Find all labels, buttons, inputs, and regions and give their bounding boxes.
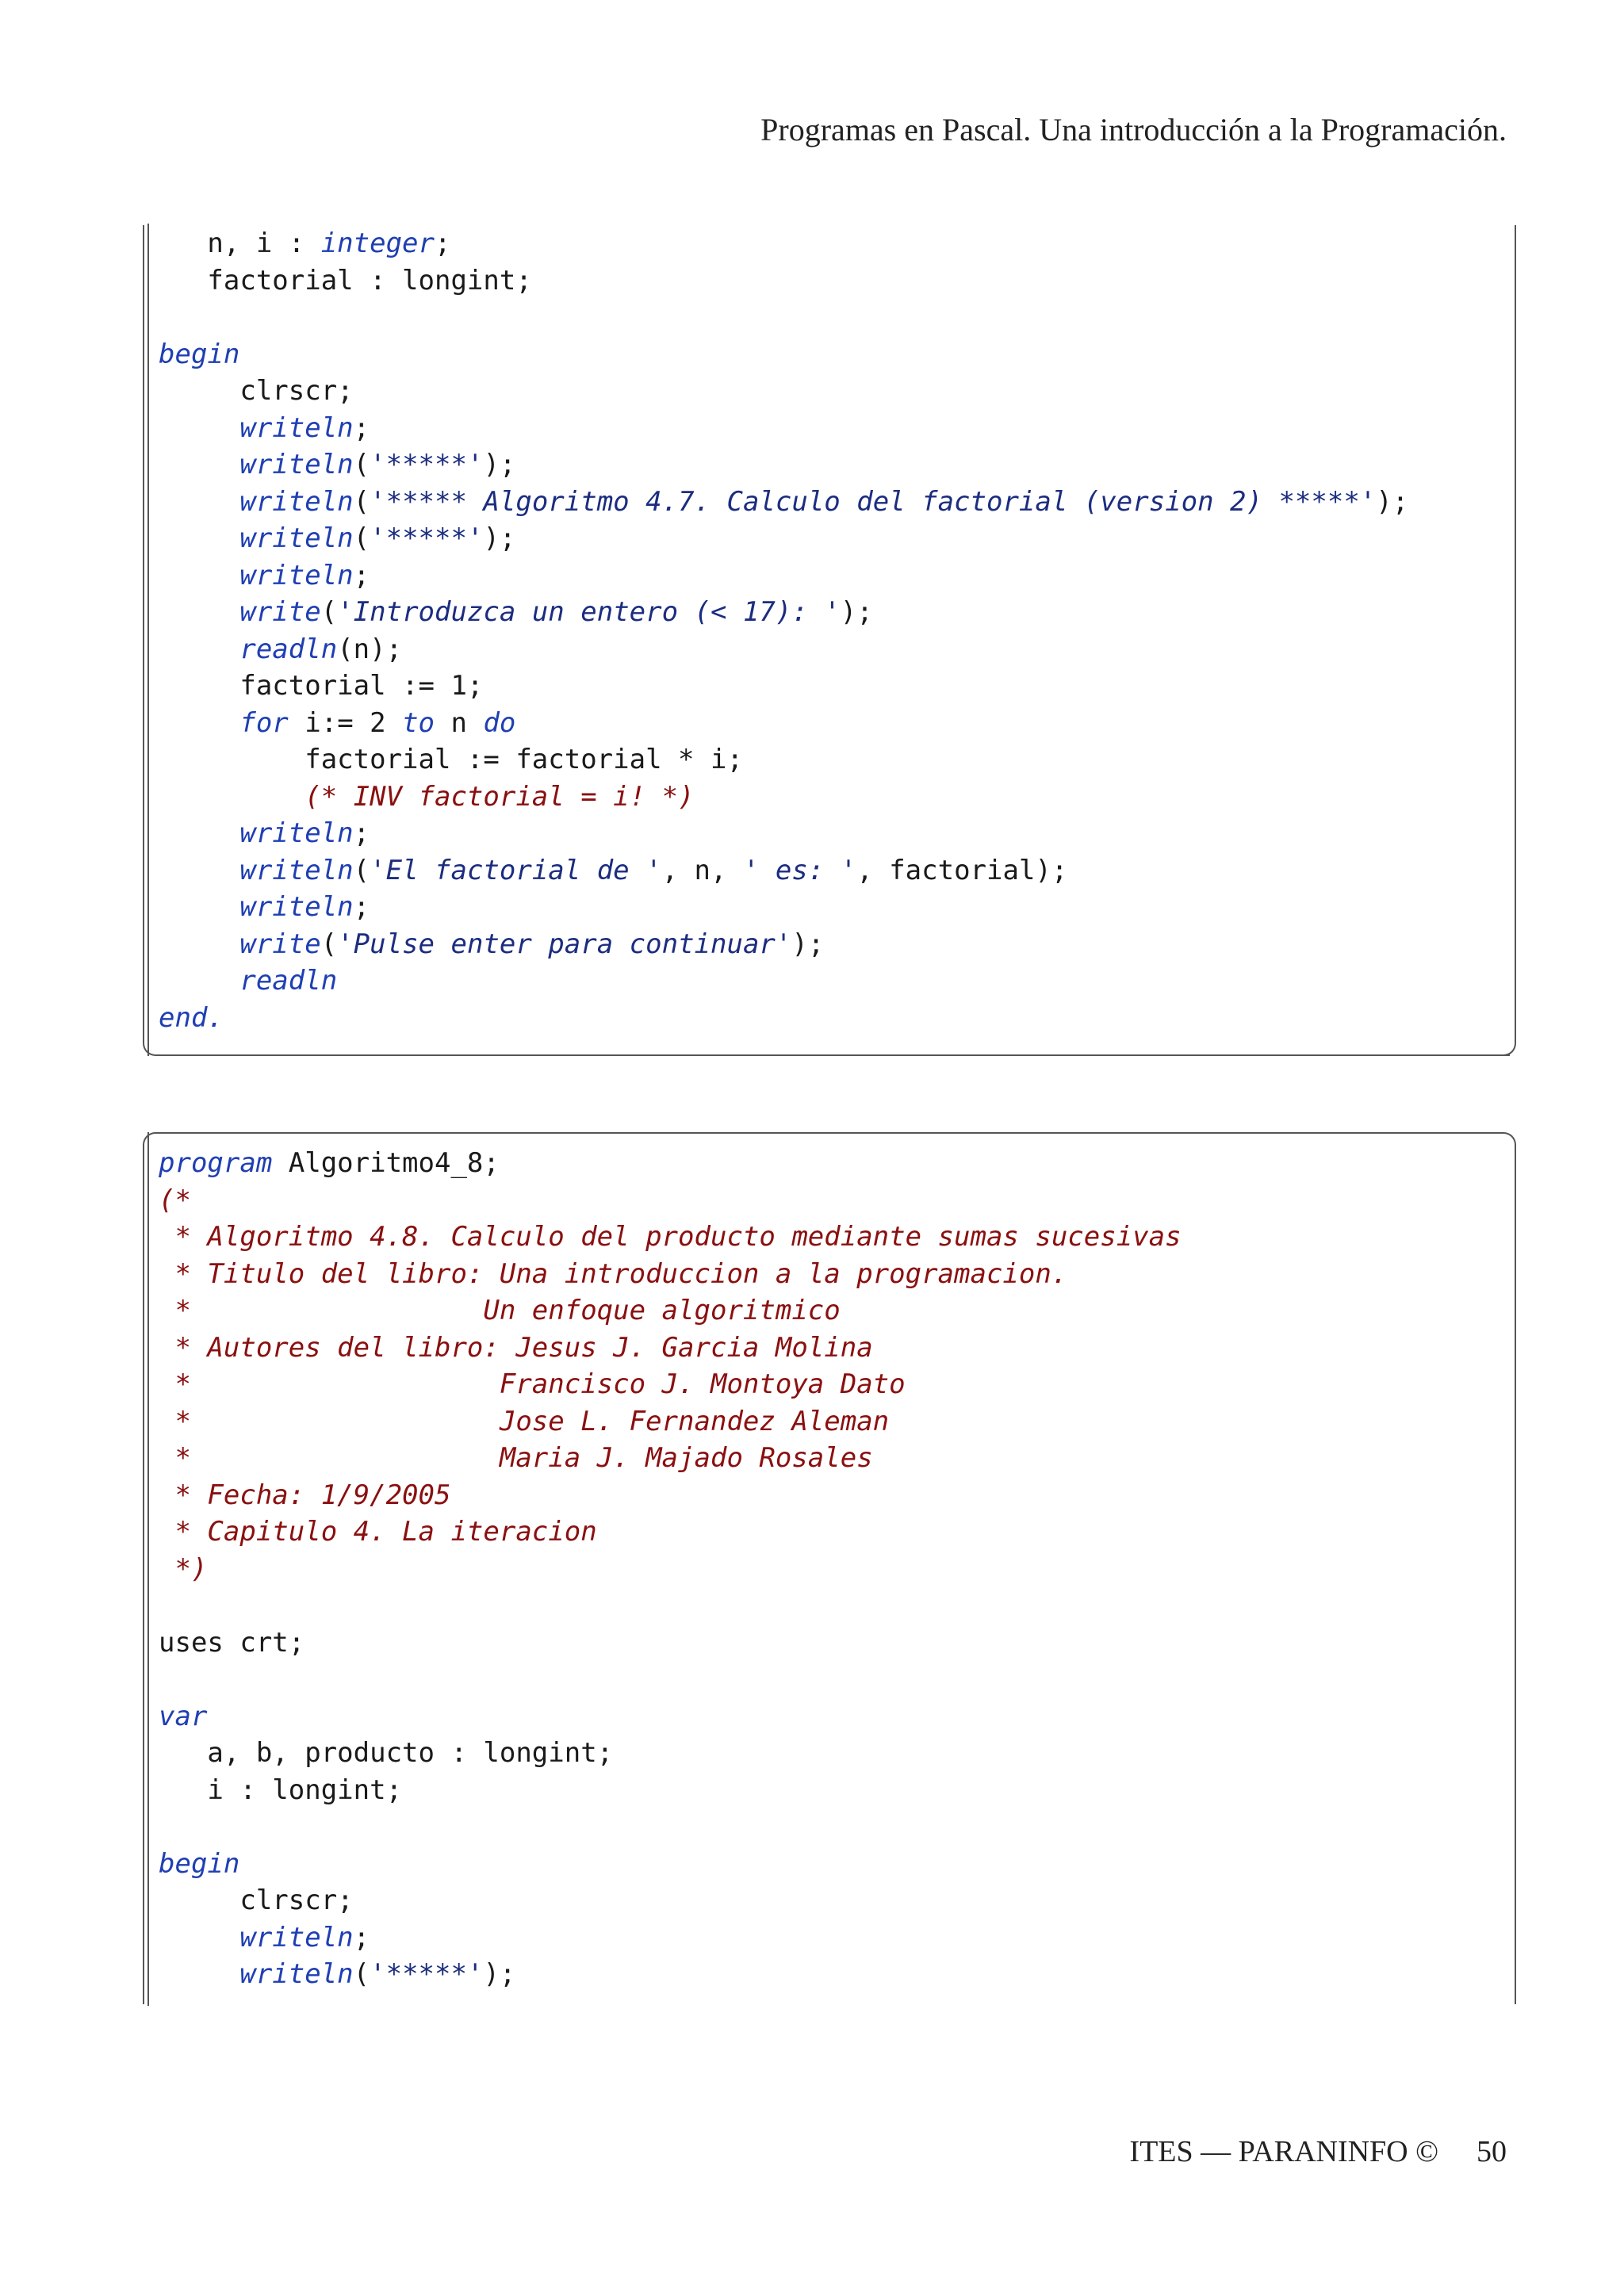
code-line xyxy=(159,889,1408,926)
code-line xyxy=(159,1292,1182,1330)
code-keyword: end. xyxy=(159,1001,224,1034)
code-keyword: integer xyxy=(320,228,435,259)
code-keyword: do xyxy=(483,706,516,739)
code-line xyxy=(159,1919,1182,1957)
code-text: ); xyxy=(791,928,825,960)
code-text: a, b, producto : longint; xyxy=(159,1737,614,1769)
code-line xyxy=(159,962,1408,1000)
code-text: uses crt; xyxy=(159,1626,305,1659)
code-line xyxy=(159,410,1408,447)
page-footer xyxy=(1129,2134,1507,2169)
code-line xyxy=(159,520,1408,557)
code-listing-algoritmo4-8 xyxy=(143,1132,1516,2004)
code-keyword: writeln xyxy=(239,891,354,923)
code-line xyxy=(159,594,1408,631)
code-line xyxy=(159,1366,1182,1403)
code-block-1 xyxy=(159,225,1408,1036)
code-keyword: write xyxy=(239,596,321,628)
code-comment: * Un enfoque algoritmico xyxy=(159,1295,841,1326)
code-text xyxy=(159,1958,239,1990)
code-line xyxy=(159,225,1408,262)
code-text: ( xyxy=(353,1958,370,1990)
code-keyword: begin xyxy=(159,1847,240,1880)
code-comment: * Capitulo 4. La iteracion xyxy=(159,1516,597,1548)
code-line xyxy=(159,299,1408,336)
code-text: , n, xyxy=(661,854,743,886)
code-line xyxy=(159,815,1408,852)
code-text: i:= 2 xyxy=(288,706,403,739)
code-line xyxy=(159,1182,1182,1219)
code-text xyxy=(159,449,239,480)
code-text xyxy=(159,633,239,665)
code-line xyxy=(159,1477,1182,1514)
code-string: '*****' xyxy=(370,449,484,480)
code-text: ( xyxy=(353,449,370,480)
code-text: n xyxy=(435,706,484,739)
code-text: ); xyxy=(1376,485,1409,518)
code-text: ( xyxy=(320,596,338,628)
code-line xyxy=(159,373,1408,410)
code-keyword: writeln xyxy=(239,559,354,591)
code-keyword: for xyxy=(239,706,289,739)
code-text: factorial := factorial * i; xyxy=(159,744,743,775)
code-string: 'El factorial de ' xyxy=(370,854,662,886)
running-header: Programas en Pascal. Una introducción a la Programación. xyxy=(760,112,1507,147)
code-text: n, i : xyxy=(159,228,321,259)
code-comment: * Titulo del libro: Una introduccion a la programacion. xyxy=(159,1257,1068,1290)
code-line xyxy=(159,1661,1182,1698)
code-line xyxy=(159,1735,1182,1772)
code-text: factorial := 1; xyxy=(159,670,484,702)
listing-divider xyxy=(155,1054,1510,1056)
code-line xyxy=(159,1513,1182,1551)
code-comment: * Jose L. Fernandez Aleman xyxy=(159,1405,890,1437)
code-keyword: program xyxy=(159,1147,273,1179)
code-keyword: readln xyxy=(239,633,338,665)
code-text xyxy=(159,412,239,444)
code-text: factorial : longint; xyxy=(159,264,532,297)
code-text xyxy=(159,891,239,923)
code-line xyxy=(159,1808,1182,1846)
code-keyword: begin xyxy=(159,338,240,370)
code-text: (n); xyxy=(337,633,403,665)
code-comment: (* INV factorial = i! *) xyxy=(304,780,695,813)
code-text xyxy=(159,928,239,960)
code-keyword: writeln xyxy=(239,449,354,480)
code-listing-continued xyxy=(143,225,1516,1056)
code-text: ; xyxy=(353,891,370,923)
code-text xyxy=(159,781,304,813)
code-comment: * Maria J. Majado Rosales xyxy=(159,1442,873,1474)
code-text xyxy=(159,596,239,628)
code-text: ); xyxy=(483,1958,516,1990)
code-text: ; xyxy=(353,411,370,444)
code-line xyxy=(159,1219,1182,1256)
page-number: 50 xyxy=(1477,2135,1507,2168)
code-string: 'Introduzca un entero (< 17): ' xyxy=(337,596,841,628)
code-line xyxy=(159,557,1408,595)
code-keyword: to xyxy=(402,706,435,739)
code-line xyxy=(159,1256,1182,1293)
code-line xyxy=(159,741,1408,779)
code-text xyxy=(159,965,239,997)
code-line xyxy=(159,779,1408,816)
code-text xyxy=(159,817,239,849)
code-comment: * Algoritmo 4.8. Calculo del producto mediante sumas sucesivas xyxy=(159,1221,1182,1253)
code-line xyxy=(159,705,1408,742)
code-text xyxy=(159,707,239,739)
code-string: '*****' xyxy=(370,1958,484,1990)
code-line xyxy=(159,1956,1182,1993)
code-text xyxy=(159,1922,239,1954)
code-text xyxy=(159,486,239,518)
code-line xyxy=(159,484,1408,521)
code-text: ( xyxy=(353,522,370,554)
code-text: ( xyxy=(320,928,338,960)
code-text: ); xyxy=(483,522,516,554)
code-line xyxy=(159,336,1408,373)
code-keyword: var xyxy=(159,1700,208,1732)
code-keyword: writeln xyxy=(239,817,354,849)
code-text: clrscr; xyxy=(159,1885,354,1916)
code-comment: * Fecha: 1/9/2005 xyxy=(159,1479,451,1511)
code-text: ; xyxy=(353,817,370,849)
code-string: ' es: ' xyxy=(742,854,857,886)
code-line xyxy=(159,852,1408,890)
code-text: ); xyxy=(840,596,873,628)
code-line xyxy=(159,446,1408,484)
code-line xyxy=(159,1698,1182,1735)
code-keyword: writeln xyxy=(239,411,354,444)
code-keyword: writeln xyxy=(239,522,354,554)
code-string: '***** Algoritmo 4.7. Calculo del factorial (version 2) *****' xyxy=(370,485,1377,518)
code-line xyxy=(159,1330,1182,1367)
code-text xyxy=(159,855,239,886)
code-text xyxy=(159,522,239,554)
code-text: , factorial); xyxy=(856,854,1068,886)
footer-publisher: ITES — PARANINFO © xyxy=(1129,2135,1438,2168)
code-line xyxy=(159,1882,1182,1919)
code-string: '*****' xyxy=(370,522,484,554)
code-text: ( xyxy=(353,854,370,886)
code-line xyxy=(159,631,1408,668)
code-line xyxy=(159,1772,1182,1809)
code-comment: *) xyxy=(159,1552,208,1585)
code-text: ; xyxy=(353,1921,370,1954)
code-text: clrscr; xyxy=(159,375,354,407)
code-line xyxy=(159,1846,1182,1883)
code-keyword: write xyxy=(239,928,321,960)
code-text: Algoritmo4_8; xyxy=(272,1147,500,1179)
code-text: ; xyxy=(435,228,451,259)
code-keyword: readln xyxy=(239,965,338,997)
code-keyword: writeln xyxy=(239,854,354,886)
code-line xyxy=(159,668,1408,705)
code-line xyxy=(159,1440,1182,1477)
code-string: 'Pulse enter para continuar' xyxy=(337,928,792,960)
code-text: ); xyxy=(483,449,516,480)
code-line xyxy=(159,1587,1182,1624)
code-text: i : longint; xyxy=(159,1774,403,1806)
code-line xyxy=(159,926,1408,963)
code-text: ; xyxy=(353,559,370,591)
code-keyword: writeln xyxy=(239,485,354,518)
code-line xyxy=(159,1624,1182,1662)
code-comment: * Francisco J. Montoya Dato xyxy=(159,1368,906,1400)
code-text: ( xyxy=(353,485,370,518)
code-line xyxy=(159,262,1408,300)
code-keyword: writeln xyxy=(239,1921,354,1954)
code-line xyxy=(159,1551,1182,1588)
code-line xyxy=(159,1145,1182,1182)
code-block-2 xyxy=(159,1145,1182,1993)
code-keyword: writeln xyxy=(239,1958,354,1990)
code-line xyxy=(159,1403,1182,1441)
code-text xyxy=(159,560,239,591)
code-line xyxy=(159,1000,1408,1037)
code-comment: (* xyxy=(159,1184,191,1216)
code-comment: * Autores del libro: Jesus J. Garcia Molina xyxy=(159,1331,873,1364)
